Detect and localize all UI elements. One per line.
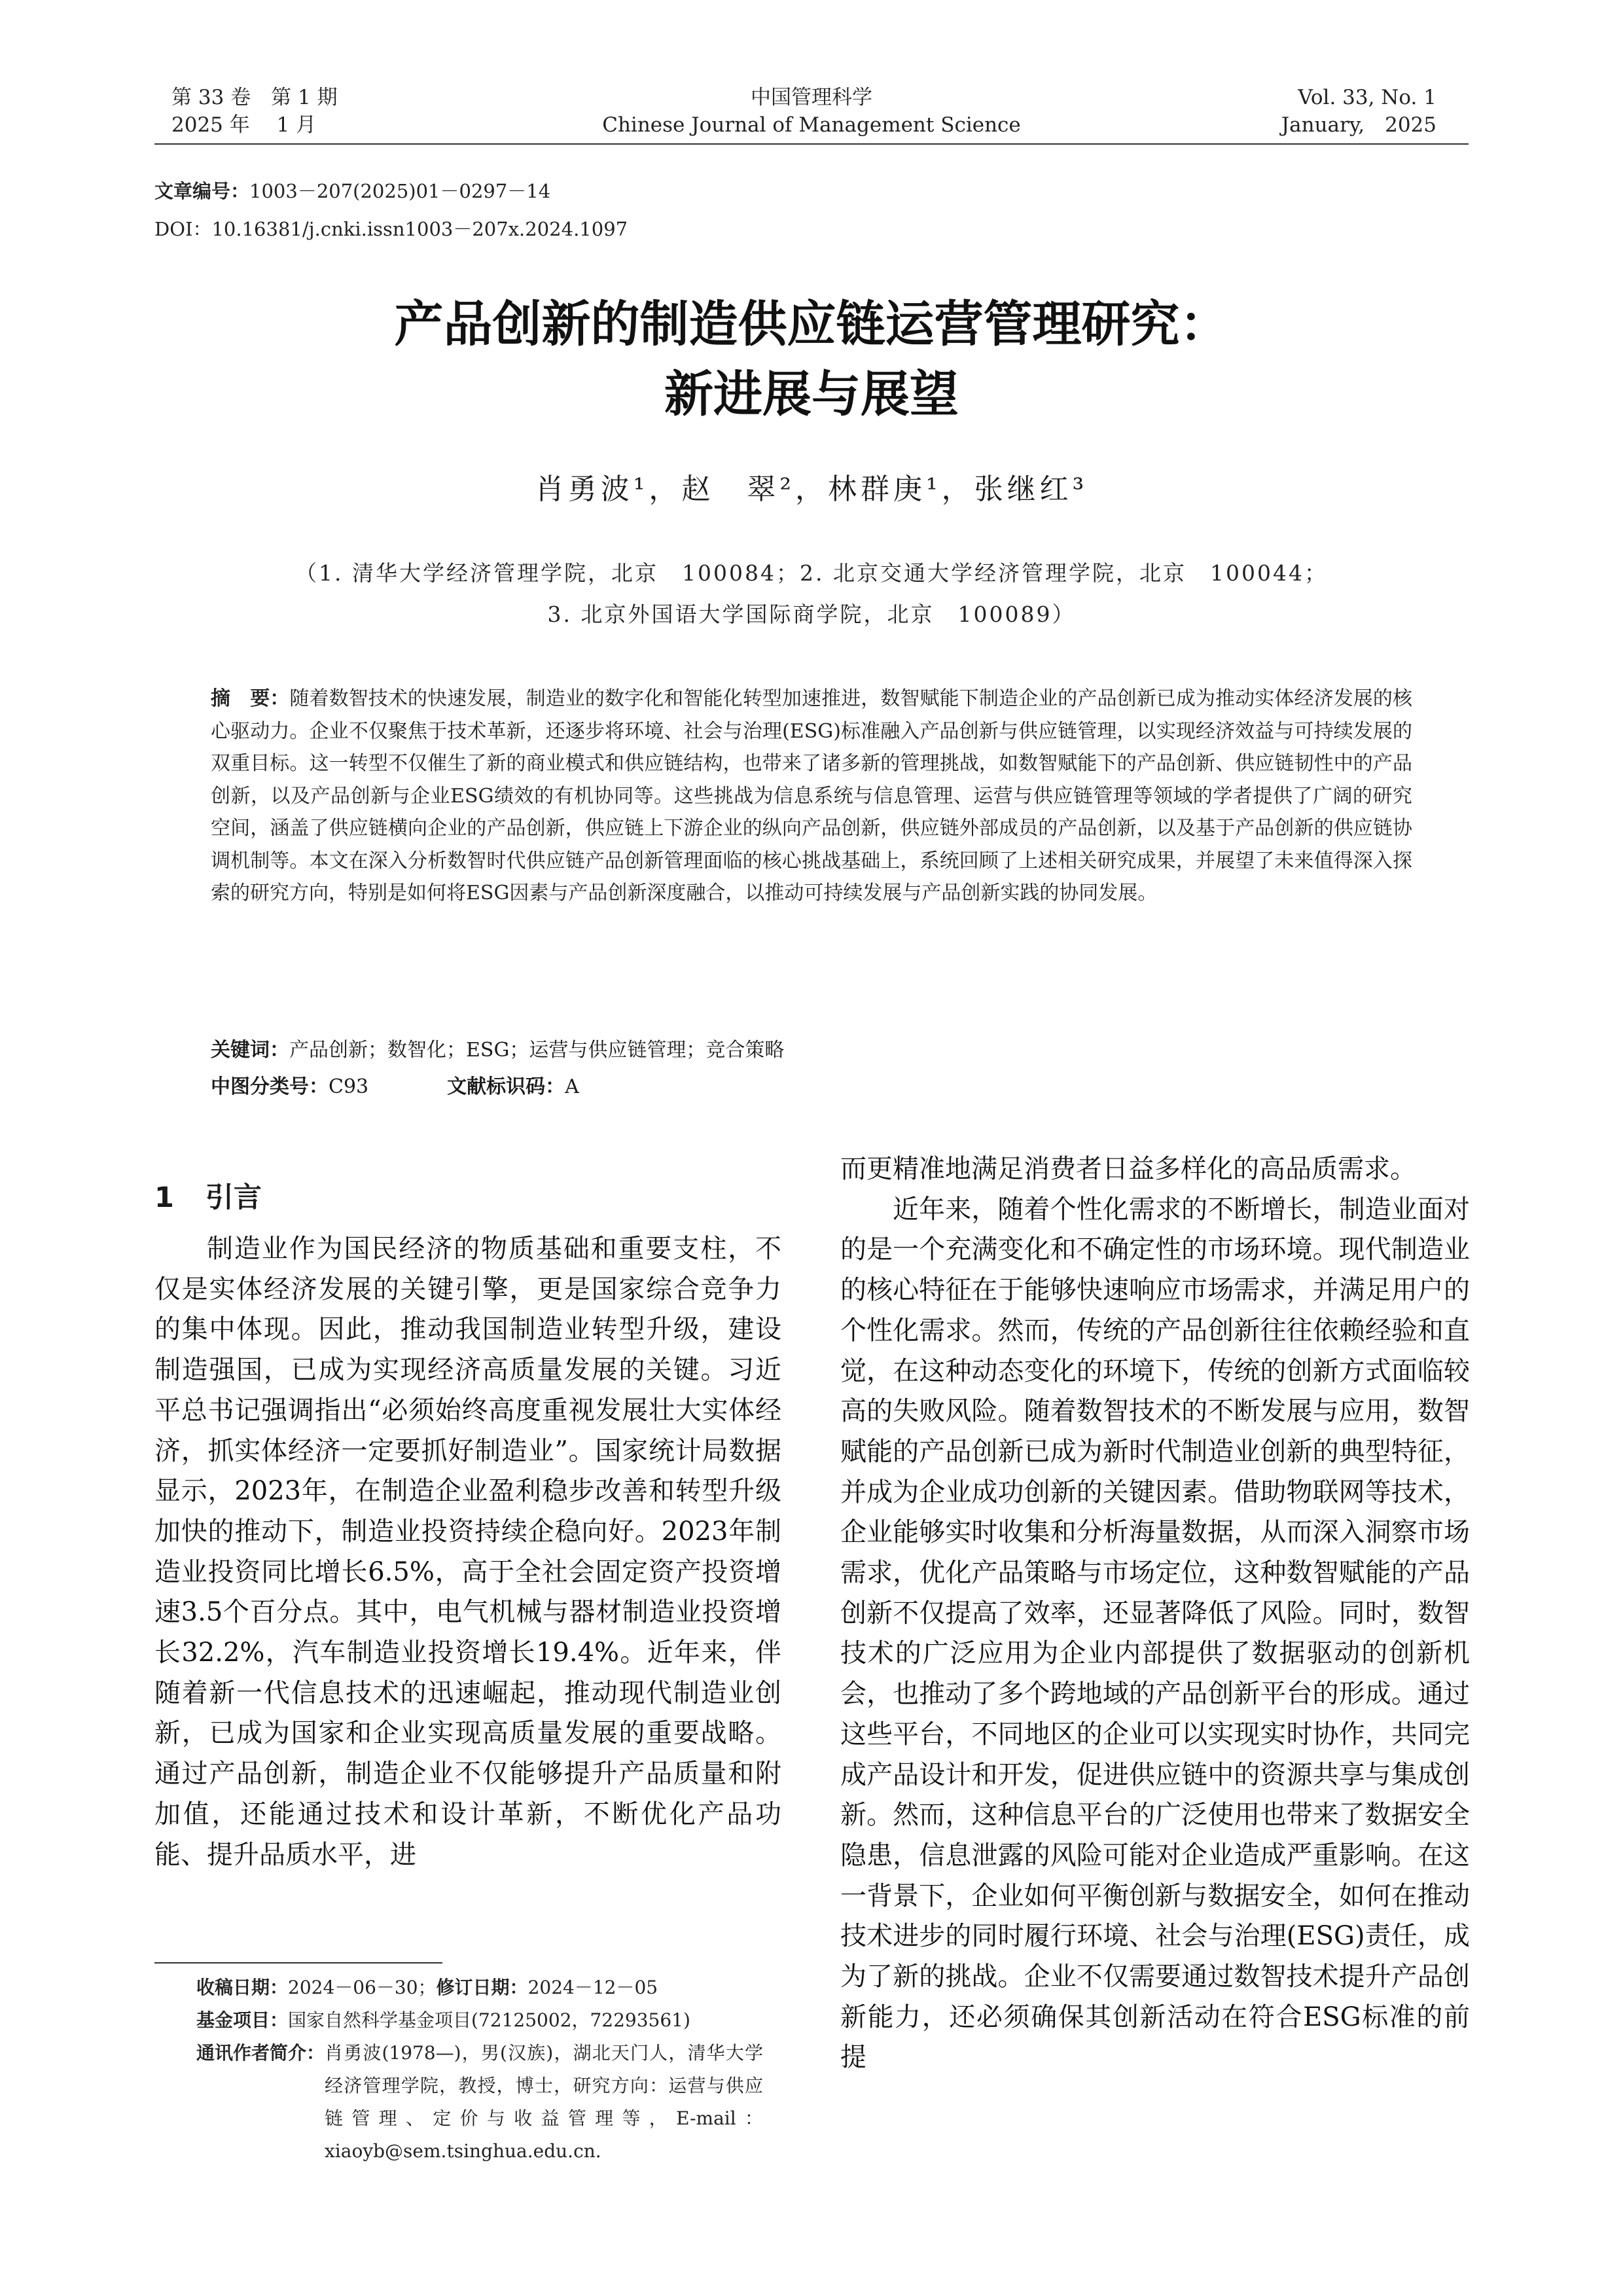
header-journal-cn: 中国管理科学	[751, 86, 872, 109]
header-date-en: January, 2025	[1281, 113, 1436, 137]
footnote-author	[196, 2037, 763, 2168]
abstract-text: 随着数智技术的快速发展，制造业的数字化和智能化转型加速推进，数智赋能下制造企业的产品创新已成为推动实体经济发展的核心驱动力。企业不仅聚焦于技术革新，还逐步将环境、社会与治理(ESG)标准融入产品创新与供应链管理，以实现经济效益与可持续发展的双重目标。这一转型不仅催生了新的商业模式和供应链结构，也带来了诸多新的管理挑战，如数智赋能下的产品创新、供应链韧性中的产品创新，以及产品创新与企业ESG绩效的有机协同等。这些挑战为信息系统与信息管理、运营与供应链管理等领域的学者提供了广阔的研究空间，涵盖了供应链横向企业的产品创新，供应链上下游企业的纵向产品创新，供应链外部成员的产品创新，以及基于产品创新的供应链协调机制等。本文在深入分析数智时代供应链产品创新管理面临的核心挑战基础上，系统回顾了上述相关研究成果，并展望了未来值得深入探索的研究方向，特别是如何将ESG因素与产品创新深度融合，以推动可持续发展与产品创新实践的协同发展。	[211, 687, 1413, 905]
corresponding-author-value: 肖勇波(1978—)，男(汉族)，湖北天门人，清华大学经济管理学院，教授，博士，研究方向：运营与供应链管理、定价与收益管理等，E-mail：xiaoyb@sem.tsinghua.edu.cn.	[325, 2042, 763, 2162]
author-list: 肖勇波¹，赵 翠²，林群庚¹，张继红³	[535, 473, 1088, 506]
revised-value: 2024－12－05	[527, 1977, 658, 1998]
section-title: 引言	[205, 1181, 262, 1214]
footnote-rule	[154, 1962, 442, 1964]
footnote	[196, 1971, 763, 2168]
clc-value: C93	[329, 1075, 369, 1098]
body-paragraph: 近年来，随着个性化需求的不断增长，制造业面对的是一个充满变化和不确定性的市场环境。现代制造业的核心特征在于能够快速响应市场需求，并满足用户的个性化需求。然而，传统的产品创新往往依赖经验和直觉，在这种动态变化的环境下，传统的创新方式面临较高的失败风险。随着数智技术的不断发展与应用，数智赋能的产品创新已成为新时代制造业创新的典型特征，并成为企业成功创新的关键因素。借助物联网等技术，企业能够实时收集和分析海量数据，从而深入洞察市场需求，优化产品策略与市场定位，这种数智赋能的产品创新不仅提高了效率，还显著降低了风险。同时，数智技术的广泛应用为企业内部提供了数据驱动的创新机会，也推动了多个跨地域的产品创新平台的形成。通过这些平台，不同地区的企业可以实现实时协作，共同完成产品设计和开发，促进供应链中的资源共享与集成创新。然而，这种信息平台的广泛使用也带来了数据安全隐患，信息泄露的风险可能对企业造成严重影响。在这一背景下，企业如何平衡创新与数据安全，如何在推动技术进步的同时履行环境、社会与治理(ESG)责任，成为了新的挑战。企业不仅需要通过数智技术提升产品创新能力，还必须确保其创新活动在符合ESG标准的前提	[840, 1194, 1470, 2073]
received-value: 2024－06－30；	[288, 1977, 437, 1998]
section-number: 1	[154, 1181, 174, 1214]
body-column-right	[840, 1149, 1470, 2078]
header-volume-issue-cn: 第 33 卷 第 1 期	[171, 86, 338, 109]
header-rule	[154, 143, 1469, 145]
doc-code-label: 文献标识码：	[447, 1075, 565, 1098]
article-number-value: 1003－207(2025)01－0297－14	[249, 180, 551, 202]
doi-value: 10.16381/j.cnki.issn1003－207x.2024.1097	[211, 218, 628, 240]
revised-label: 修订日期：	[436, 1977, 528, 1998]
header-volume-issue-en: Vol. 33, No. 1	[1298, 86, 1436, 109]
header-date-cn: 2025 年 1 月	[171, 113, 317, 137]
article-number-label: 文章编号：	[154, 180, 250, 202]
received-label: 收稿日期：	[196, 1977, 289, 1998]
section-heading	[154, 1178, 262, 1217]
article-number	[154, 178, 550, 204]
abstract	[211, 683, 1412, 910]
affiliation-line-1: （1. 清华大学经济管理学院，北京 100084；2. 北京交通大学经济管理学院，北京 100044；	[295, 560, 1328, 586]
classification	[211, 1073, 579, 1102]
body-paragraph: 制造业作为国民经济的物质基础和重要支柱，不仅是实体经济发展的关键引擎，更是国家综合竞争力的集中体现。因此，推动我国制造业转型升级，建设制造强国，已成为实现经济高质量发展的关键。习近平总书记强调指出“必须始终高度重视发展壮大实体经济，抓实体经济一定要抓好制造业”。国家统计局数据显示，2023年，在制造企业盈利稳步改善和转型升级加快的推动下，制造业投资持续企稳向好。2023年制造业投资同比增长6.5%，高于全社会固定资产投资增速3.5个百分点。其中，电气机械与器材制造业投资增长32.2%，汽车制造业投资增长19.4%。近年来，伴随着新一代信息技术的迅速崛起，推动现代制造业创新，已成为国家和企业实现高质量发展的重要战略。通过产品创新，制造企业不仅能够提升产品质量和附加值，还能通过技术和设计革新，不断优化产品功能、提升品质水平，进	[154, 1234, 781, 1870]
fund-label: 基金项目：	[196, 2009, 289, 2031]
affiliation-line-2: 3. 北京外国语大学国际商学院，北京 100089）	[547, 601, 1076, 627]
body-paragraph-continuation: 而更精准地满足消费者日益多样化的高品质需求。	[840, 1154, 1416, 1184]
paper-title-line-2: 新进展与展望	[664, 365, 959, 423]
doi-line	[154, 216, 628, 242]
fund-value: 国家自然科学基金项目(72125002，72293561)	[288, 2009, 690, 2031]
footnote-dates	[196, 1971, 763, 2004]
header-volume-en-block	[1281, 84, 1436, 139]
doc-code-value: A	[565, 1075, 579, 1098]
header-journal-en: Chinese Journal of Management Science	[602, 113, 1021, 137]
clc-label: 中图分类号：	[211, 1075, 329, 1098]
doi-label: DOI：	[154, 218, 212, 240]
keywords-text: 产品创新；数智化；ESG；运营与供应链管理；竞合策略	[289, 1039, 785, 1062]
abstract-label: 摘 要：	[211, 687, 290, 710]
corresponding-author-label: 通讯作者简介：	[196, 2042, 325, 2064]
keywords-label: 关键词：	[211, 1039, 289, 1062]
body-column-left	[154, 1229, 781, 1875]
paper-title-line-1: 产品创新的制造供应链运营管理研究：	[394, 295, 1229, 353]
keywords	[211, 1036, 784, 1065]
footnote-fund	[196, 2004, 763, 2037]
